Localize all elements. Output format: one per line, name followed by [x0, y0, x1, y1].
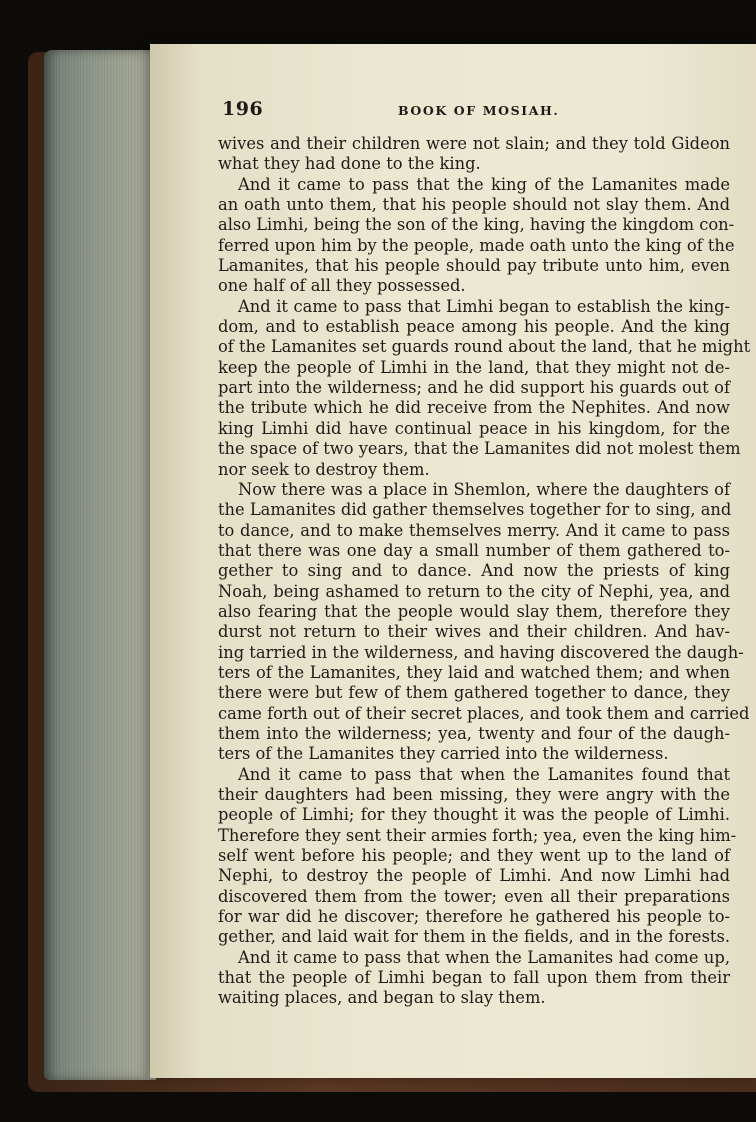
text-line: Therefore they sent their armies forth; yea, even the king him- — [218, 825, 737, 845]
text-line: And it came to pass that Limhi began to establish the king- — [238, 296, 730, 316]
text-line: waiting places, and began to slay them. — [218, 988, 546, 1008]
page-edges — [44, 50, 156, 1080]
text-line: part into the wilderness; and he did support his guards out of — [218, 378, 730, 398]
body-text — [218, 134, 751, 1009]
text-line: ters of the Lamanites, they laid and watched them; and when — [218, 662, 730, 682]
text-line: dom, and to establish peace among his people. And the king — [218, 317, 730, 337]
text-line: nor seek to destroy them. — [218, 459, 430, 479]
text-line: for war did he discover; therefore he gathered his people to- — [218, 907, 730, 927]
text-line: discovered them from the tower; even all their preparations — [218, 886, 730, 906]
text-line: gether, and laid wait for them in the fields, and in the forests. — [218, 927, 730, 947]
running-head: BOOK OF MOSIAH. — [398, 103, 560, 118]
text-line: an oath unto them, that his people should not slay them. And — [218, 195, 730, 215]
text-line: the space of two years, that the Lamanites did not molest them — [218, 439, 741, 459]
text-line: keep the people of Limhi in the land, that they might not de- — [218, 357, 730, 377]
page-number: 196 — [222, 98, 264, 120]
text-line: durst not return to their wives and their children. And hav- — [218, 622, 730, 642]
text-line: that there was one day a small number of them gathered to- — [218, 540, 730, 560]
text-line: the Lamanites did gather themselves together for to sing, and — [218, 500, 732, 520]
text-line: And it came to pass that when the Lamanites found that — [238, 764, 730, 784]
text-line: that the people of Limhi began to fall upon them from their — [218, 968, 730, 988]
text-line: what they had done to the king. — [218, 154, 481, 174]
text-line: the tribute which he did receive from the Nephites. And now — [218, 398, 730, 418]
text-line: their daughters had been missing, they were angry with the — [218, 785, 730, 804]
text-line: Noah, being ashamed to return to the city of Nephi, yea, and — [218, 581, 730, 601]
text-line: also fearing that the people would slay them, therefore they — [218, 601, 730, 621]
text-line: king Limhi did have continual peace in his kingdom, for the — [218, 418, 730, 438]
text-line: ferred upon him by the people, made oath unto the king of the — [218, 235, 735, 255]
text-line: Nephi, to destroy the people of Limhi. And now Limhi had — [218, 866, 730, 886]
page-header — [222, 98, 732, 128]
text-line: ters of the Lamanites they carried into the wilderness. — [218, 744, 669, 764]
text-line: to dance, and to make themselves merry. And it came to pass — [218, 520, 730, 540]
text-line: And it came to pass that when the Lamanites had come up, — [238, 947, 730, 967]
text-line: Lamanites, that his people should pay tribute unto him, even — [218, 256, 730, 276]
text-line: came forth out of their secret places, and took them and carried — [218, 703, 750, 723]
text-line: there were but few of them gathered together to dance, they — [218, 683, 730, 703]
text-line: ing tarried in the wilderness, and having discovered the daugh- — [218, 642, 744, 662]
text-line: wives and their children were not slain; and they told Gideon — [218, 134, 730, 153]
text-line: people of Limhi; for they thought it was the people of Limhi. — [218, 805, 730, 825]
text-line: Now there was a place in Shemlon, where the daughters of — [238, 479, 730, 499]
text-line: And it came to pass that the king of the Lamanites made — [238, 174, 730, 194]
text-line: them into the wilderness; yea, twenty and four of the daugh- — [218, 723, 730, 743]
text-line: one half of all they possessed. — [218, 276, 466, 296]
text-line: gether to sing and to dance. And now the priests of king — [218, 561, 730, 581]
text-line: also Limhi, being the son of the king, having the kingdom con- — [218, 215, 735, 235]
text-line: self went before his people; and they went up to the land of — [218, 846, 730, 866]
text-line: of the Lamanites set guards round about the land, that he might — [218, 337, 751, 357]
